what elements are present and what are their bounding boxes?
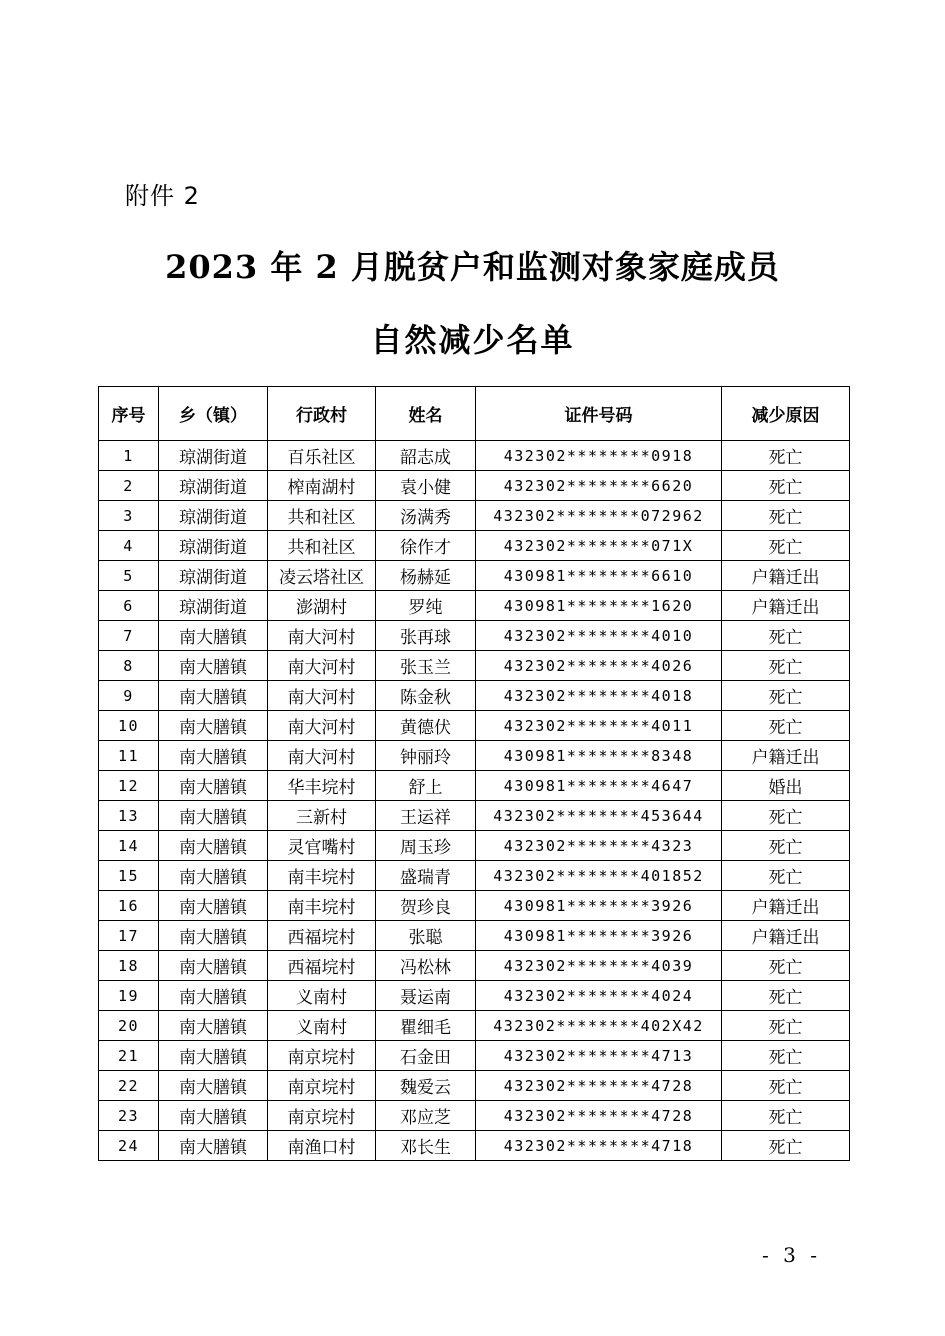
cell-township: 南大膳镇 [159, 711, 268, 741]
cell-reason: 死亡 [722, 861, 850, 891]
cell-index: 21 [99, 1041, 159, 1071]
header-name: 姓名 [376, 387, 476, 441]
cell-village: 灵官嘴村 [268, 831, 376, 861]
cell-name: 瞿细毛 [376, 1011, 476, 1041]
header-village: 行政村 [268, 387, 376, 441]
table-row [99, 1071, 850, 1101]
table-row [99, 1041, 850, 1071]
cell-name: 周玉珍 [376, 831, 476, 861]
table-row [99, 981, 850, 1011]
cell-township: 南大膳镇 [159, 771, 268, 801]
cell-index: 3 [99, 501, 159, 531]
cell-name: 黄德伏 [376, 711, 476, 741]
cell-reason: 死亡 [722, 501, 850, 531]
cell-name: 张聪 [376, 921, 476, 951]
cell-township: 南大膳镇 [159, 1041, 268, 1071]
cell-reason: 死亡 [722, 1101, 850, 1131]
cell-reason: 户籍迁出 [722, 561, 850, 591]
cell-village: 南大河村 [268, 711, 376, 741]
cell-index: 15 [99, 861, 159, 891]
table-row [99, 711, 850, 741]
cell-village: 南丰垸村 [268, 891, 376, 921]
cell-id-number: 432302********0918 [476, 441, 722, 471]
cell-id-number: 432302********401852 [476, 861, 722, 891]
table-row [99, 741, 850, 771]
cell-village: 南大河村 [268, 621, 376, 651]
table-row [99, 591, 850, 621]
cell-name: 汤满秀 [376, 501, 476, 531]
cell-name: 徐作才 [376, 531, 476, 561]
cell-township: 南大膳镇 [159, 861, 268, 891]
table-row [99, 471, 850, 501]
table-row [99, 801, 850, 831]
cell-village: 共和社区 [268, 501, 376, 531]
cell-id-number: 432302********071X [476, 531, 722, 561]
cell-id-number: 432302********402X42 [476, 1011, 722, 1041]
cell-id-number: 432302********4718 [476, 1131, 722, 1161]
cell-index: 16 [99, 891, 159, 921]
cell-index: 9 [99, 681, 159, 711]
table-header-row [99, 387, 850, 441]
cell-township: 琼湖街道 [159, 441, 268, 471]
cell-reason: 死亡 [722, 1071, 850, 1101]
cell-index: 17 [99, 921, 159, 951]
cell-index: 5 [99, 561, 159, 591]
cell-index: 12 [99, 771, 159, 801]
cell-village: 南丰垸村 [268, 861, 376, 891]
cell-id-number: 432302********4728 [476, 1071, 722, 1101]
cell-village: 南大河村 [268, 651, 376, 681]
cell-township: 南大膳镇 [159, 951, 268, 981]
cell-index: 7 [99, 621, 159, 651]
cell-name: 张再球 [376, 621, 476, 651]
table-row [99, 531, 850, 561]
cell-township: 琼湖街道 [159, 471, 268, 501]
cell-village: 南京垸村 [268, 1101, 376, 1131]
header-index: 序号 [99, 387, 159, 441]
cell-id-number: 432302********4728 [476, 1101, 722, 1131]
cell-township: 琼湖街道 [159, 501, 268, 531]
cell-name: 盛瑞青 [376, 861, 476, 891]
cell-id-number: 430981********6610 [476, 561, 722, 591]
table-row [99, 681, 850, 711]
cell-reason: 死亡 [722, 831, 850, 861]
cell-index: 22 [99, 1071, 159, 1101]
cell-index: 18 [99, 951, 159, 981]
cell-village: 义南村 [268, 981, 376, 1011]
cell-reason: 死亡 [722, 621, 850, 651]
cell-village: 南大河村 [268, 741, 376, 771]
cell-index: 23 [99, 1101, 159, 1131]
cell-village: 凌云塔社区 [268, 561, 376, 591]
cell-index: 20 [99, 1011, 159, 1041]
cell-name: 张玉兰 [376, 651, 476, 681]
cell-id-number: 430981********1620 [476, 591, 722, 621]
cell-reason: 户籍迁出 [722, 921, 850, 951]
cell-township: 南大膳镇 [159, 1131, 268, 1161]
cell-reason: 死亡 [722, 711, 850, 741]
cell-index: 6 [99, 591, 159, 621]
cell-index: 19 [99, 981, 159, 1011]
cell-index: 24 [99, 1131, 159, 1161]
cell-village: 西福垸村 [268, 921, 376, 951]
cell-village: 南大河村 [268, 681, 376, 711]
table-row [99, 1011, 850, 1041]
header-township: 乡（镇） [159, 387, 268, 441]
cell-reason: 死亡 [722, 681, 850, 711]
header-id-number: 证件号码 [476, 387, 722, 441]
cell-township: 南大膳镇 [159, 651, 268, 681]
cell-reason: 死亡 [722, 801, 850, 831]
cell-index: 13 [99, 801, 159, 831]
cell-township: 南大膳镇 [159, 1101, 268, 1131]
cell-index: 11 [99, 741, 159, 771]
cell-id-number: 432302********4018 [476, 681, 722, 711]
cell-name: 舒上 [376, 771, 476, 801]
table-row [99, 861, 850, 891]
cell-name: 冯松林 [376, 951, 476, 981]
table-row [99, 1131, 850, 1161]
cell-village: 百乐社区 [268, 441, 376, 471]
roster-table [98, 386, 850, 1161]
cell-village: 澎湖村 [268, 591, 376, 621]
table-row [99, 891, 850, 921]
table-row [99, 561, 850, 591]
cell-name: 钟丽玲 [376, 741, 476, 771]
cell-name: 石金田 [376, 1041, 476, 1071]
cell-village: 三新村 [268, 801, 376, 831]
cell-index: 4 [99, 531, 159, 561]
cell-reason: 死亡 [722, 981, 850, 1011]
cell-name: 韶志成 [376, 441, 476, 471]
cell-index: 14 [99, 831, 159, 861]
cell-name: 魏爱云 [376, 1071, 476, 1101]
document-title: 2023 年 2 月脱贫户和监测对象家庭成员 [165, 248, 780, 286]
cell-township: 南大膳镇 [159, 1071, 268, 1101]
cell-township: 南大膳镇 [159, 681, 268, 711]
cell-village: 榨南湖村 [268, 471, 376, 501]
table-row [99, 831, 850, 861]
cell-id-number: 430981********3926 [476, 921, 722, 951]
cell-id-number: 432302********4011 [476, 711, 722, 741]
cell-township: 南大膳镇 [159, 831, 268, 861]
cell-village: 南渔口村 [268, 1131, 376, 1161]
cell-village: 华丰垸村 [268, 771, 376, 801]
table-row [99, 951, 850, 981]
page-number: - 3 - [762, 1243, 821, 1267]
cell-village: 西福垸村 [268, 951, 376, 981]
cell-id-number: 432302********072962 [476, 501, 722, 531]
cell-name: 王运祥 [376, 801, 476, 831]
cell-township: 南大膳镇 [159, 801, 268, 831]
cell-reason: 死亡 [722, 1011, 850, 1041]
cell-reason: 死亡 [722, 531, 850, 561]
cell-township: 南大膳镇 [159, 621, 268, 651]
cell-township: 南大膳镇 [159, 921, 268, 951]
cell-township: 南大膳镇 [159, 741, 268, 771]
cell-id-number: 430981********8348 [476, 741, 722, 771]
cell-township: 南大膳镇 [159, 1011, 268, 1041]
attachment-label: 附件 2 [125, 182, 200, 210]
cell-id-number: 432302********4024 [476, 981, 722, 1011]
table-row [99, 501, 850, 531]
cell-id-number: 432302********453644 [476, 801, 722, 831]
cell-id-number: 432302********6620 [476, 471, 722, 501]
cell-index: 8 [99, 651, 159, 681]
cell-id-number: 430981********4647 [476, 771, 722, 801]
cell-id-number: 432302********4713 [476, 1041, 722, 1071]
cell-id-number: 432302********4039 [476, 951, 722, 981]
table-body [99, 441, 850, 1161]
cell-township: 琼湖街道 [159, 561, 268, 591]
cell-reason: 死亡 [722, 441, 850, 471]
table-row [99, 921, 850, 951]
cell-name: 罗纯 [376, 591, 476, 621]
cell-reason: 死亡 [722, 1041, 850, 1071]
cell-name: 邓长生 [376, 1131, 476, 1161]
cell-township: 南大膳镇 [159, 981, 268, 1011]
table-row [99, 1101, 850, 1131]
cell-index: 10 [99, 711, 159, 741]
cell-id-number: 432302********4323 [476, 831, 722, 861]
cell-reason: 户籍迁出 [722, 741, 850, 771]
cell-name: 聂运南 [376, 981, 476, 1011]
cell-township: 琼湖街道 [159, 531, 268, 561]
cell-name: 邓应芝 [376, 1101, 476, 1131]
header-reason: 减少原因 [722, 387, 850, 441]
table-row [99, 771, 850, 801]
table-row [99, 621, 850, 651]
cell-index: 2 [99, 471, 159, 501]
cell-index: 1 [99, 441, 159, 471]
cell-reason: 婚出 [722, 771, 850, 801]
cell-township: 琼湖街道 [159, 591, 268, 621]
cell-id-number: 432302********4010 [476, 621, 722, 651]
cell-name: 袁小健 [376, 471, 476, 501]
cell-reason: 死亡 [722, 1131, 850, 1161]
table-row [99, 651, 850, 681]
cell-reason: 死亡 [722, 471, 850, 501]
cell-village: 共和社区 [268, 531, 376, 561]
cell-id-number: 432302********4026 [476, 651, 722, 681]
cell-name: 杨赫延 [376, 561, 476, 591]
cell-township: 南大膳镇 [159, 891, 268, 921]
cell-reason: 户籍迁出 [722, 891, 850, 921]
cell-name: 贺珍良 [376, 891, 476, 921]
document-subtitle: 自然减少名单 [370, 321, 575, 359]
table-row [99, 441, 850, 471]
cell-id-number: 430981********3926 [476, 891, 722, 921]
cell-village: 南京垸村 [268, 1071, 376, 1101]
cell-reason: 死亡 [722, 951, 850, 981]
cell-village: 南京垸村 [268, 1041, 376, 1071]
cell-reason: 户籍迁出 [722, 591, 850, 621]
cell-reason: 死亡 [722, 651, 850, 681]
cell-name: 陈金秋 [376, 681, 476, 711]
cell-village: 义南村 [268, 1011, 376, 1041]
